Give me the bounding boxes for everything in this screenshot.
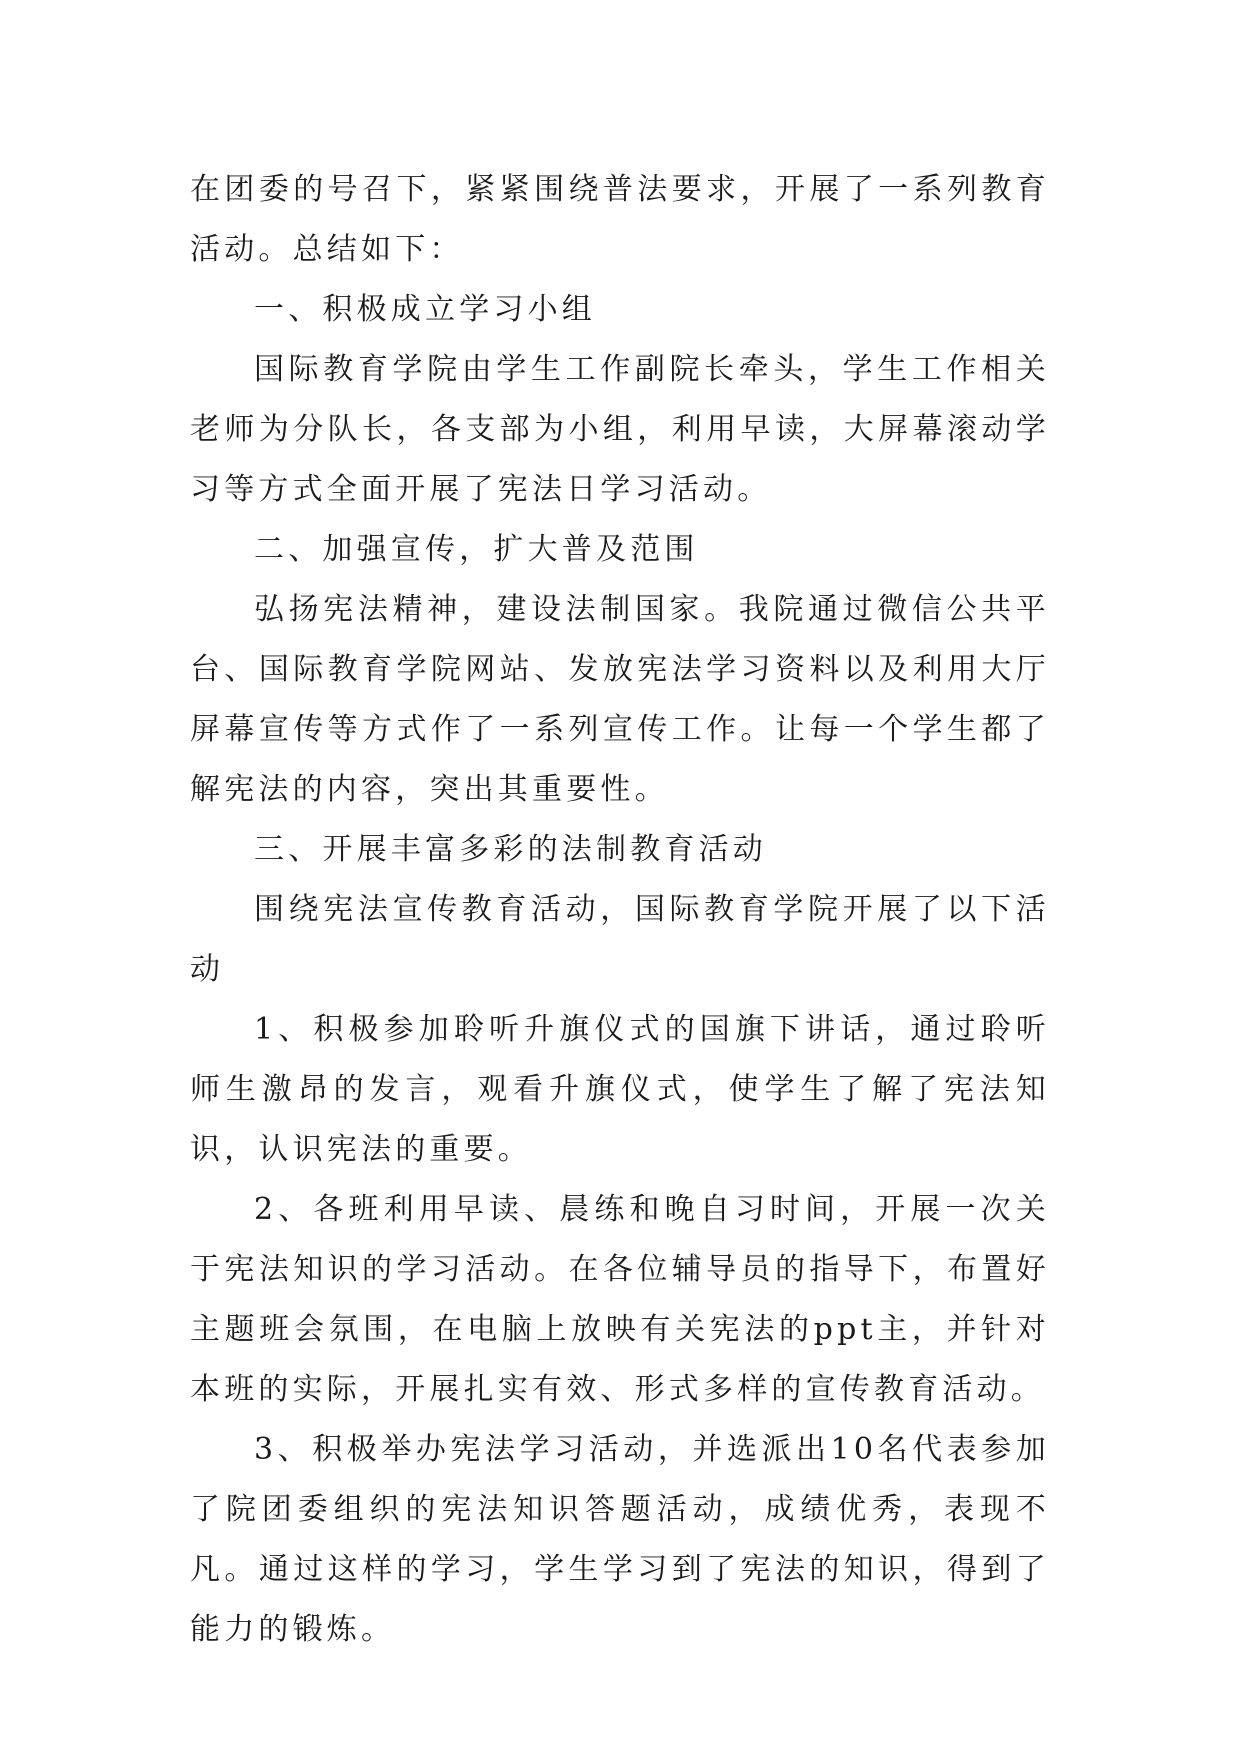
section-heading-1: 一、积极成立学习小组 bbox=[254, 292, 596, 327]
section-heading-3: 三、开展丰富多彩的法制教育活动 bbox=[254, 832, 767, 867]
paragraph-activities-intro: 围绕宪法宣传教育活动，国际教育学院开展了以下活动 bbox=[190, 892, 1050, 987]
paragraph-intro: 在团委的号召下，紧紧围绕普法要求，开展了一系列教育活动。总结如下： bbox=[190, 172, 1050, 267]
paragraph-publicity: 弘扬宪法精神，建设法制国家。我院通过微信公共平台、国际教育学院网站、发放宪法学习资料以及利用大厅屏幕宣传等方式作了一系列宣传工作。让每一个学生都了解宪法的内容，突出其重要性。 bbox=[190, 592, 1050, 807]
paragraph-activity-3: 3、积极举办宪法学习活动，并选派出10名代表参加了院团委组织的宪法知识答题活动，成绩优秀，表现不凡。通过这样的学习，学生学习到了宪法的知识，得到了能力的锻炼。 bbox=[190, 1432, 1050, 1647]
document-body bbox=[190, 160, 1050, 1660]
paragraph-study-group: 国际教育学院由学生工作副院长牵头，学生工作相关老师为分队长，各支部为小组，利用早读，大屏幕滚动学习等方式全面开展了宪法日学习活动。 bbox=[190, 352, 1050, 507]
section-heading-2: 二、加强宣传，扩大普及范围 bbox=[254, 532, 699, 567]
paragraph-activity-2: 2、各班利用早读、晨练和晚自习时间，开展一次关于宪法知识的学习活动。在各位辅导员的指导下，布置好主题班会氛围，在电脑上放映有关宪法的ppt主，并针对本班的实际，开展扎实有效、形式多样的宣传教育活动。 bbox=[190, 1192, 1050, 1407]
paragraph-activity-1: 1、积极参加聆听升旗仪式的国旗下讲话，通过聆听师生激昂的发言，观看升旗仪式，使学生了解了宪法知识，认识宪法的重要。 bbox=[190, 1012, 1050, 1167]
